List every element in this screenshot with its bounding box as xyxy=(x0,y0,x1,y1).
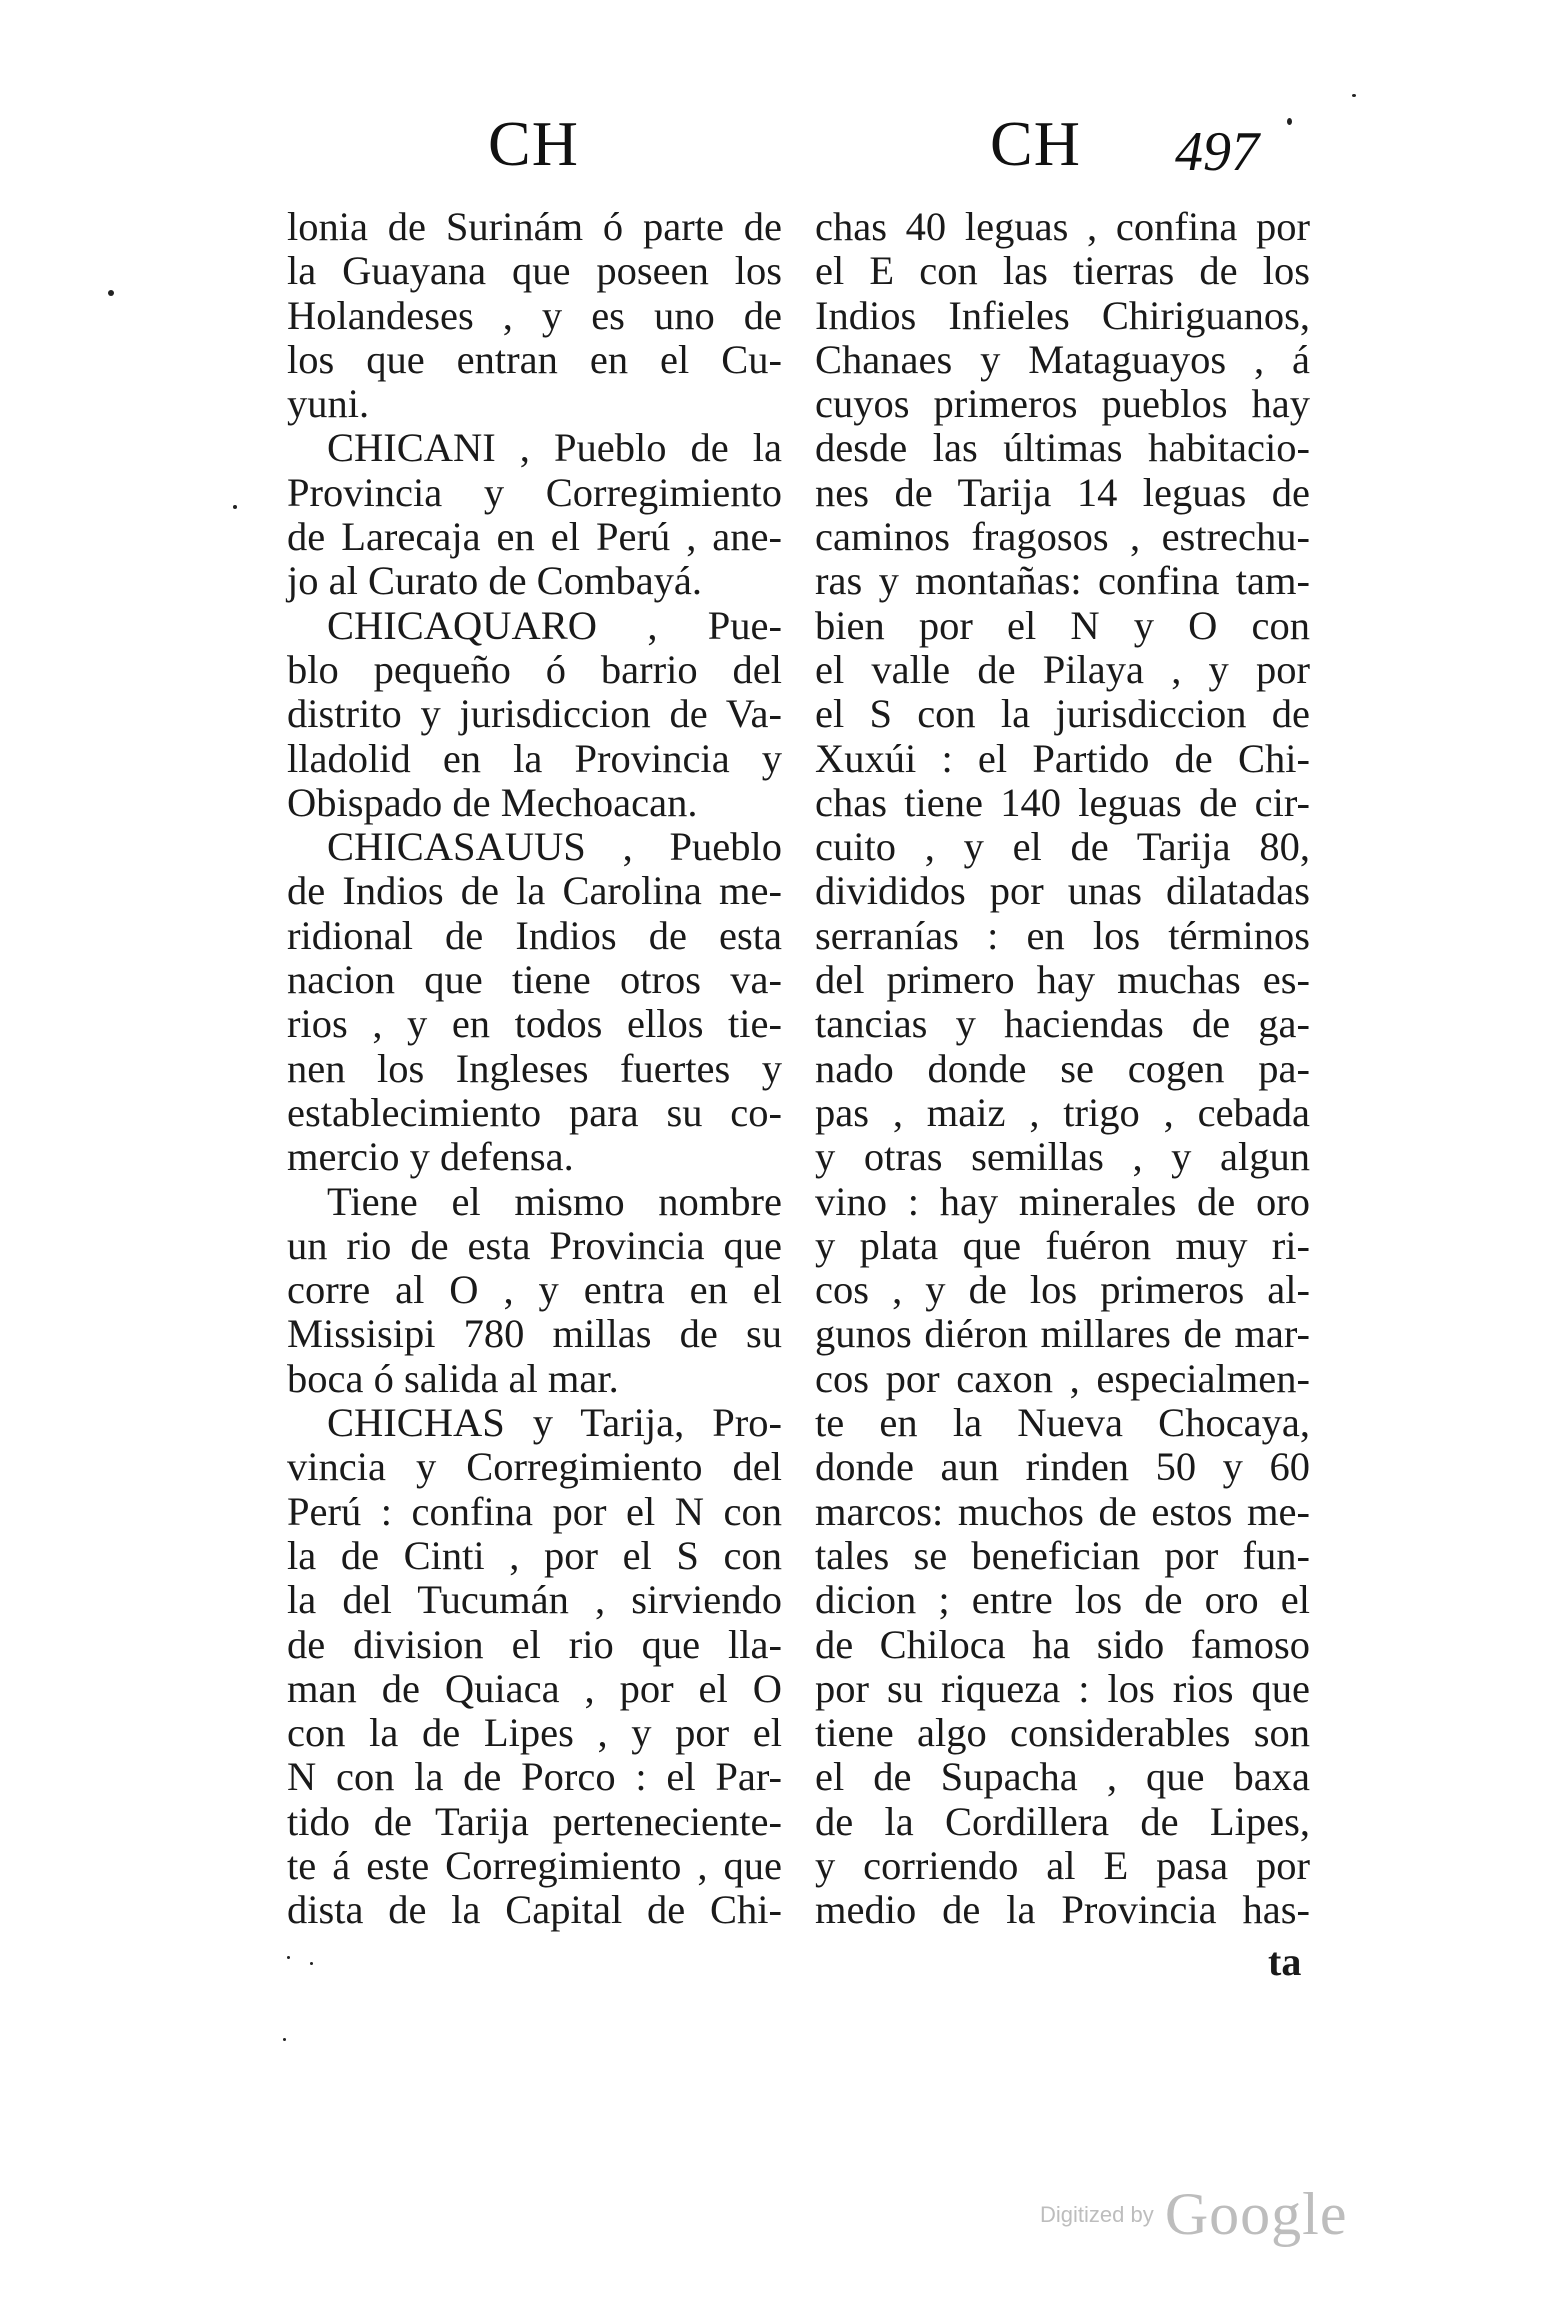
text-line: Xuxúi : el Partido de Chi- xyxy=(815,735,1310,781)
text-line: Chanaes y Mataguayos , á xyxy=(815,336,1310,382)
text-line: chas tiene 140 leguas de cir- xyxy=(815,779,1310,825)
text-column-left xyxy=(287,205,782,1933)
text-line: nado donde se cogen pa- xyxy=(815,1045,1310,1091)
text-line: rios , y en todos ellos tie- xyxy=(287,1001,782,1047)
text-line: desde las últimas habitacio- xyxy=(815,425,1310,471)
text-line: boca ó salida al mar. xyxy=(287,1355,619,1401)
text-line: cos por caxon , especialmen- xyxy=(815,1355,1310,1401)
text-line: vino : hay minerales de oro xyxy=(815,1178,1310,1224)
text-line: la Guayana que poseen los xyxy=(287,248,782,294)
text-line: nen los Ingleses fuertes y xyxy=(287,1045,782,1091)
text-line: distrito y jurisdiccion de Va- xyxy=(287,691,782,737)
catchword: ta xyxy=(1268,1939,1302,1984)
entry-headword-line: CHICANI , Pueblo de la xyxy=(327,425,782,471)
digitized-watermark xyxy=(1040,2180,1347,2249)
text-line: te en la Nueva Chocaya, xyxy=(815,1400,1310,1446)
text-line: mercio y defensa. xyxy=(287,1134,574,1180)
watermark-digitized-by: Digitized by xyxy=(1040,2201,1154,2227)
paper-speck xyxy=(1287,118,1292,125)
paragraph-start-line: Tiene el mismo nombre xyxy=(327,1178,782,1224)
text-line: Provincia y Corregimiento xyxy=(287,469,782,515)
watermark-google-logo: Google xyxy=(1164,2181,1348,2247)
text-line: nacion que tiene otros va- xyxy=(287,957,782,1003)
text-line: de Indios de la Carolina me- xyxy=(287,868,782,914)
entry-headword-line: CHICASAUUS , Pueblo xyxy=(327,824,782,870)
text-line: establecimiento para su co- xyxy=(287,1089,782,1135)
text-line: cos , y de los primeros al- xyxy=(815,1267,1310,1313)
text-line: bien por el N y O con xyxy=(815,602,1310,648)
text-line: Obispado de Mechoacan. xyxy=(287,779,698,825)
running-head-right: CH xyxy=(990,108,1081,179)
text-line: tido de Tarija perteneciente- xyxy=(287,1798,782,1844)
text-line: con la de Lipes , y por el xyxy=(287,1710,782,1756)
text-line: nes de Tarija 14 leguas de xyxy=(815,469,1310,515)
text-column-right xyxy=(815,205,1310,1933)
entry-headword-line: CHICHAS y Tarija, Pro- xyxy=(327,1400,782,1446)
text-line: lladolid en la Provincia y xyxy=(287,735,782,781)
text-line: y plata que fuéron muy ri- xyxy=(815,1222,1310,1268)
text-line: marcos: muchos de estos me- xyxy=(815,1488,1310,1534)
text-line: medio de la Provincia has- xyxy=(815,1887,1310,1933)
paper-speck xyxy=(233,505,237,509)
text-line: de division el rio que lla- xyxy=(287,1621,782,1667)
text-line: corre al O , y entra en el xyxy=(287,1267,782,1313)
text-line: y otras semillas , y algun xyxy=(815,1134,1310,1180)
text-line: del primero hay muchas es- xyxy=(815,957,1310,1003)
text-line: cuito , y el de Tarija 80, xyxy=(815,824,1310,870)
text-line: pas , maiz , trigo , cebada xyxy=(815,1089,1310,1135)
paper-speck xyxy=(283,2038,286,2041)
paper-speck xyxy=(310,1962,313,1965)
text-line: un rio de esta Provincia que xyxy=(287,1222,782,1268)
text-line: serranías : en los términos xyxy=(815,912,1310,958)
text-line: cuyos primeros pueblos hay xyxy=(815,381,1310,427)
text-line: donde aun rinden 50 y 60 xyxy=(815,1444,1310,1490)
text-line: blo pequeño ó barrio del xyxy=(287,646,782,692)
text-line: tiene algo considerables son xyxy=(815,1710,1310,1756)
text-line: el S con la jurisdiccion de xyxy=(815,691,1310,737)
text-line: la de Cinti , por el S con xyxy=(287,1532,782,1578)
text-line: ridional de Indios de esta xyxy=(287,912,782,958)
text-line: jo al Curato de Combayá. xyxy=(287,558,703,604)
text-line: N con la de Porco : el Par- xyxy=(287,1754,782,1800)
text-line: Missisipi 780 millas de su xyxy=(287,1311,782,1357)
paper-speck xyxy=(287,1956,290,1959)
text-line: dicion ; entre los de oro el xyxy=(815,1577,1310,1623)
text-line: el valle de Pilaya , y por xyxy=(815,646,1310,692)
text-line: dista de la Capital de Chi- xyxy=(287,1887,782,1933)
text-line: gunos diéron millares de mar- xyxy=(815,1311,1310,1357)
text-line: de la Cordillera de Lipes, xyxy=(815,1798,1310,1844)
text-line: divididos por unas dilatadas xyxy=(815,868,1310,914)
text-line: Indios Infieles Chiriguanos, xyxy=(815,292,1310,338)
text-line: ras y montañas: confina tam- xyxy=(815,558,1310,604)
text-line: Holandeses , y es uno de xyxy=(287,292,782,338)
text-line: por su riqueza : los rios que xyxy=(815,1665,1310,1711)
text-line: te á este Corregimiento , que xyxy=(287,1842,782,1888)
text-line: la del Tucumán , sirviendo xyxy=(287,1577,782,1623)
paper-speck xyxy=(108,290,114,296)
text-line: Perú : confina por el N con xyxy=(287,1488,782,1534)
text-line: chas 40 leguas , confina por xyxy=(815,204,1310,249)
text-line: man de Quiaca , por el O xyxy=(287,1665,782,1711)
page-number: 497 xyxy=(1175,121,1259,183)
text-line: el de Supacha , que baxa xyxy=(815,1754,1310,1800)
entry-headword-line: CHICAQUARO , Pue- xyxy=(327,602,782,648)
text-line: de Larecaja en el Perú , ane- xyxy=(287,514,782,560)
running-head-left: CH xyxy=(488,108,579,179)
text-line: tales se benefician por fun- xyxy=(815,1532,1310,1578)
text-line: lonia de Surinám ó parte de xyxy=(287,204,782,249)
text-line: de Chiloca ha sido famoso xyxy=(815,1621,1310,1667)
text-line: el E con las tierras de los xyxy=(815,248,1310,294)
text-line: los que entran en el Cu- xyxy=(287,336,782,382)
text-line: tancias y haciendas de ga- xyxy=(815,1001,1310,1047)
text-line: vincia y Corregimiento del xyxy=(287,1444,782,1490)
paper-speck xyxy=(1352,94,1356,97)
text-line: caminos fragosos , estrechu- xyxy=(815,514,1310,560)
text-line: y corriendo al E pasa por xyxy=(815,1842,1310,1888)
text-line: yuni. xyxy=(287,381,370,427)
